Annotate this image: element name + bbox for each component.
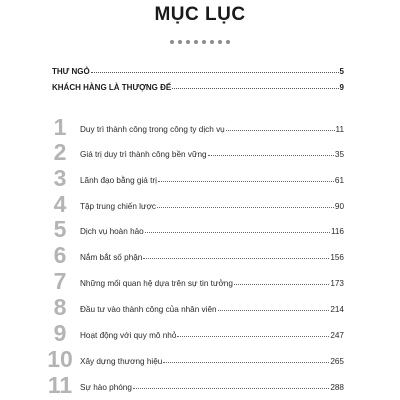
- chapter-title: Sự hào phóng: [80, 383, 132, 392]
- chapter-number: 1: [53, 114, 67, 140]
- toc-entry-page: 5: [339, 67, 344, 76]
- chapter-number: 4: [53, 191, 67, 217]
- divider-dot: [210, 40, 214, 44]
- chapter-number: 3: [53, 165, 67, 191]
- divider-dot: [178, 40, 182, 44]
- chapter-page: 247: [330, 331, 344, 340]
- chapter-page: 265: [330, 357, 344, 366]
- dot-leader: [157, 207, 334, 208]
- divider-dot: [194, 40, 198, 44]
- divider-dot: [186, 40, 190, 44]
- dot-leader: [145, 232, 330, 233]
- chapter-title: Tập trung chiến lược: [80, 202, 156, 211]
- chapter-title: Nắm bắt số phận: [80, 253, 143, 262]
- dot-leader: [177, 336, 329, 337]
- dot-leader: [234, 284, 329, 285]
- chapter-number: 10: [47, 346, 73, 372]
- divider-dot: [226, 40, 230, 44]
- chapter-title: Xây dựng thương hiệu: [80, 357, 163, 366]
- chapter-page: 35: [334, 150, 344, 159]
- chapter-title: Dịch vụ hoàn hảo: [80, 227, 144, 236]
- dot-leader: [218, 310, 330, 311]
- toc-entry-page: 9: [339, 83, 344, 92]
- dot-leader: [208, 155, 334, 156]
- chapter-number: 2: [53, 139, 67, 165]
- chapter-page: 90: [334, 202, 344, 211]
- toc-entry-customer-is-king[interactable]: [52, 78, 344, 92]
- divider-dot: [202, 40, 206, 44]
- dot-leader: [133, 388, 329, 389]
- dot-leader: [226, 130, 335, 131]
- chapter-page: 214: [330, 305, 344, 314]
- chapter-title: Duy trì thành công trong công ty dịch vụ: [80, 125, 225, 134]
- chapter-title: Đầu tư vào thành công của nhân viên: [80, 305, 217, 314]
- chapter-title: Giá trị duy trì thành công bền vững: [80, 150, 207, 159]
- divider-dot: [170, 40, 174, 44]
- chapter-page: 288: [330, 383, 344, 392]
- chapter-row[interactable]: [46, 370, 344, 400]
- toc-entry-letter[interactable]: [52, 62, 344, 76]
- chapter-number: 5: [53, 216, 67, 242]
- dot-leader: [158, 181, 334, 182]
- dot-leader: [172, 88, 338, 89]
- chapter-page: 11: [335, 125, 344, 134]
- chapter-number: 8: [53, 294, 67, 320]
- title-dot-divider: [0, 40, 400, 44]
- divider-dot: [218, 40, 222, 44]
- chapter-page: 116: [330, 227, 344, 236]
- chapter-title: Lãnh đạo bằng giá trị: [80, 176, 157, 185]
- dot-leader: [163, 362, 329, 363]
- chapter-page: 173: [330, 279, 344, 288]
- dot-leader: [91, 72, 339, 73]
- chapter-number: 6: [53, 242, 67, 268]
- toc-entry-label: THƯ NGỎ: [52, 67, 90, 76]
- chapter-title: Những mối quan hệ dựa trên sự tin tưởng: [80, 279, 233, 288]
- toc-entry-label: KHÁCH HÀNG LÀ THƯỢNG ĐẾ: [52, 83, 172, 92]
- chapter-title: Hoạt động với quy mô nhỏ: [80, 331, 177, 340]
- chapter-number: 7: [53, 268, 67, 294]
- chapter-number: 11: [47, 372, 73, 398]
- chapter-number: 9: [53, 320, 67, 346]
- dot-leader: [143, 258, 329, 259]
- chapter-page: 156: [330, 253, 344, 262]
- chapter-page: 61: [334, 176, 344, 185]
- page-title: MỤC LỤC: [154, 4, 246, 25]
